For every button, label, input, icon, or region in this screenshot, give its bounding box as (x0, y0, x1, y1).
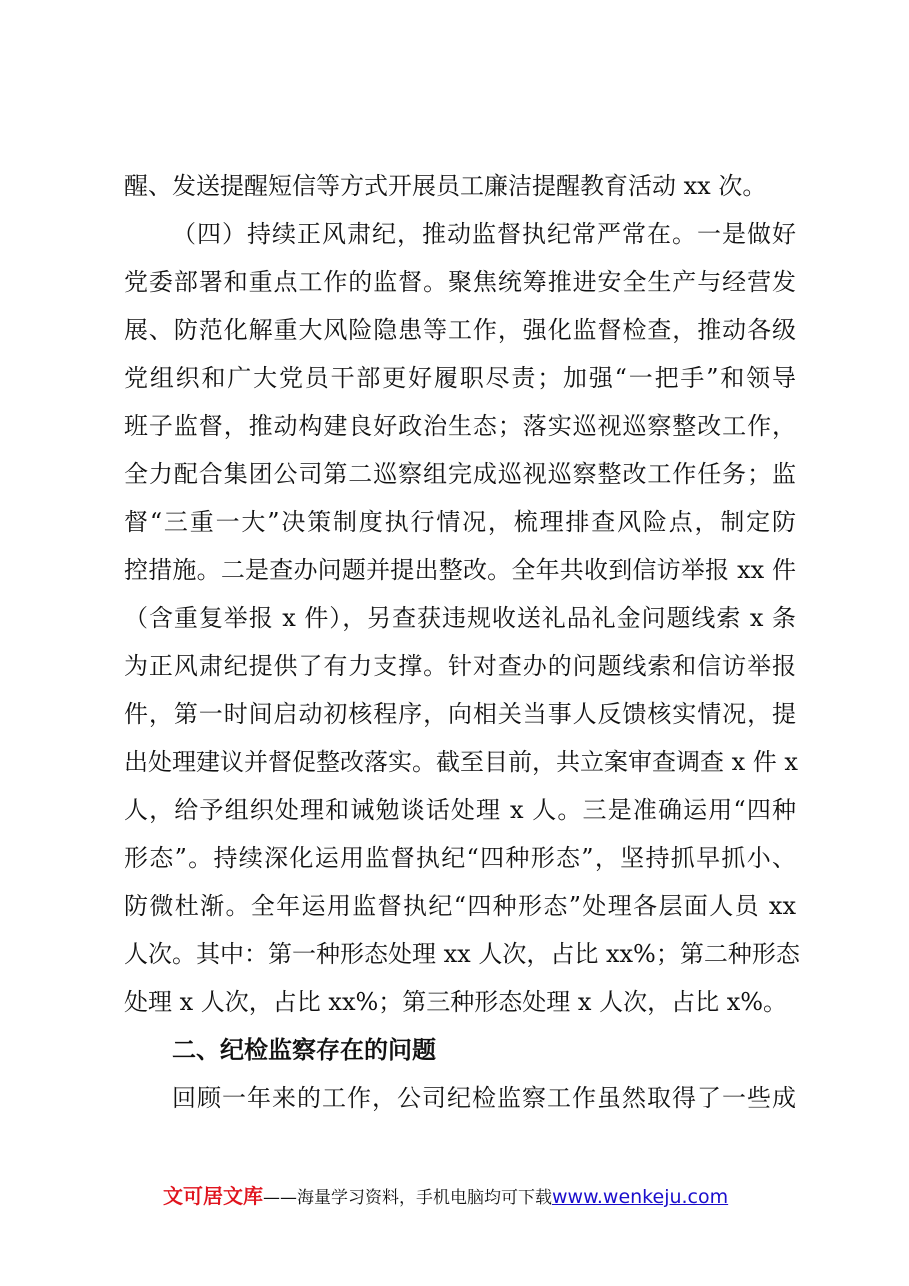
paragraph-line: 班子监督，推动构建良好政治生态；落实巡视巡察整改工作， (124, 412, 796, 440)
paragraph-line: 控措施。二是查办问题并提出整改。全年共收到信访举报 xx 件 (124, 556, 796, 584)
paragraph-line: 党委部署和重点工作的监督。聚焦统筹推进安全生产与经营发 (124, 268, 796, 296)
paragraph-line: 形态”。持续深化运用监督执纪“四种形态”，坚持抓早抓小、 (124, 844, 796, 872)
paragraph-line: （四）持续正风肃纪，推动监督执纪常严常在。一是做好 (172, 220, 796, 248)
footer-brand: 文可居文库 (163, 1184, 263, 1208)
paragraph-line: 出处理建议并督促整改落实。截至目前，共立案审查调查 x 件 x (124, 748, 798, 776)
paragraph-line: 展、防范化解重大风险隐患等工作，强化监督检查，推动各级 (124, 316, 796, 344)
paragraph-line: （含重复举报 x 件），另查获违规收送礼品礼金问题线索 x 条 (124, 604, 796, 632)
footer-link[interactable]: www.wenkeju.com (552, 1186, 729, 1208)
paragraph-line: 督“三重一大”决策制度执行情况，梳理排查风险点，制定防 (124, 508, 796, 536)
paragraph-line: 醒、发送提醒短信等方式开展员工廉洁提醒教育活动 xx 次。 (124, 172, 767, 200)
paragraph-line: 人，给予组织处理和诫勉谈话处理 x 人。三是准确运用“四种 (124, 796, 796, 824)
paragraph-line: 人次。其中：第一种形态处理 xx 人次，占比 xx%；第二种形态 (124, 940, 800, 968)
footer-tagline: ——海量学习资料，手机电脑均可下载 (263, 1188, 552, 1208)
paragraph-line: 全力配合集团公司第二巡察组完成巡视巡察整改工作任务；监 (124, 460, 796, 488)
paragraph-line: 回顾一年来的工作，公司纪检监察工作虽然取得了一些成 (172, 1084, 796, 1112)
section-heading: 二、纪检监察存在的问题 (172, 1036, 436, 1064)
footer-banner (163, 1180, 728, 1209)
paragraph-line: 党组织和广大党员干部更好履职尽责；加强“一把手”和领导 (124, 364, 796, 392)
paragraph-line: 处理 x 人次，占比 xx%；第三种形态处理 x 人次，占比 x%。 (124, 988, 788, 1016)
paragraph-line: 为正风肃纪提供了有力支撑。针对查办的问题线索和信访举报 (124, 652, 796, 680)
paragraph-line: 件，第一时间启动初核程序，向相关当事人反馈核实情况，提 (124, 700, 796, 728)
paragraph-line: 防微杜渐。全年运用监督执纪“四种形态”处理各层面人员 xx (124, 892, 796, 920)
